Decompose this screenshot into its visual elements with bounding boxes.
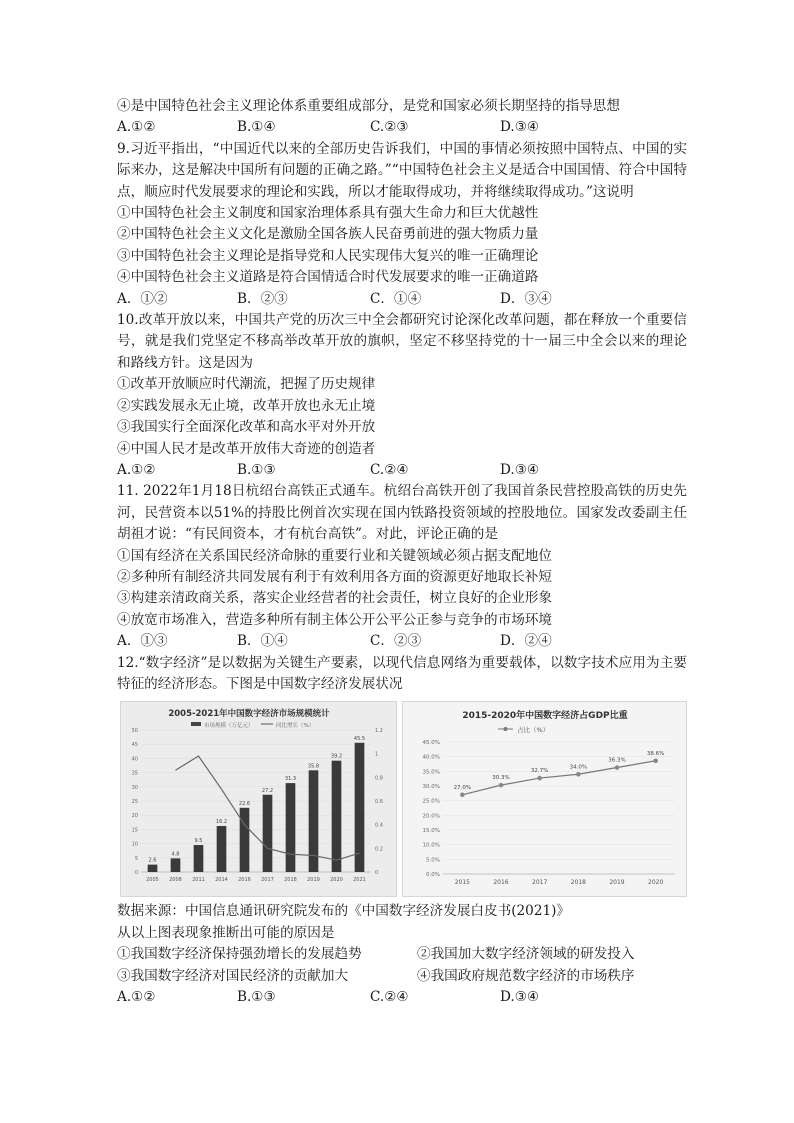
q9-stem: 9.习近平指出，“中国近代以来的全部历史告诉我们，中国的事情必须按照中国特点、中国的实际来办，这是解决中国所有问题的正确之路。”“中国特色社会主义是适合中国国情、符合中国特点，顺应时代发展要求的理论和实践，所以才能取得成功，并将继续取得成功。”这说明 xyxy=(117,140,687,200)
market-size-chart xyxy=(120,701,397,897)
q10-item-2: ②实践发展永无止境，改革开放也永无止境 xyxy=(117,397,376,414)
q11-option-c[interactable]: C．②③ xyxy=(370,633,422,650)
q10-stem: 10.改革开放以来，中国共产党的历次三中全会都研究讨论深化改革问题，都在释放一个重要信号，就是我们党坚定不移高举改革开放的旗帜，坚定不移坚持党的十一届三中全会以来的理论和路线方针。这是因为 xyxy=(117,312,687,371)
q12-item-2: ②我国加大数字经济领域的研发投入 xyxy=(417,946,635,963)
q11-option-a[interactable]: A．①③ xyxy=(117,633,168,650)
chart2-legend: 占比（%） xyxy=(517,726,550,735)
chart1-y-right-tick: 0.6 xyxy=(375,799,383,806)
chart2-point-label: 27.0% xyxy=(453,785,472,792)
q9-item-4: ④中国特色社会主义道路是符合国情适合时代发展要求的唯一正确道路 xyxy=(117,269,539,286)
q9-options xyxy=(117,289,687,310)
chart1-x-tick: 2017 xyxy=(261,877,274,884)
chart1-x-tick: 2019 xyxy=(307,877,320,884)
chart2-point xyxy=(576,772,581,777)
chart2-x-tick: 2016 xyxy=(493,879,509,887)
chart1-y-left-tick: 35 xyxy=(131,770,138,777)
chart1-bar-label: 35.8 xyxy=(307,763,320,770)
chart1-y-right-tick: 0.8 xyxy=(375,775,383,782)
chart2-y-tick: 20.0% xyxy=(422,813,440,820)
q10-options xyxy=(117,460,687,481)
chart1-bar xyxy=(217,826,227,872)
chart1-x-tick: 2011 xyxy=(192,877,205,884)
chart1-y-left-tick: 20 xyxy=(131,813,138,820)
chart2-x-tick: 2018 xyxy=(570,879,586,887)
q12-options xyxy=(117,987,687,1008)
chart2-y-tick: 35.0% xyxy=(422,769,440,776)
chart2-point-label: 38.6% xyxy=(646,751,665,758)
q11-option-d[interactable]: D．②④ xyxy=(500,633,552,650)
q10-option-b[interactable]: B.①③ xyxy=(237,461,276,478)
chart2-y-tick: 15.0% xyxy=(422,828,440,835)
q10-item-1: ①改革开放顺应时代潮流，把握了历史规律 xyxy=(117,376,376,393)
chart1-bar-label: 39.2 xyxy=(330,754,343,761)
chart2-x-tick: 2017 xyxy=(532,879,548,887)
chart1-y-left-tick: 50 xyxy=(131,728,138,735)
chart1-y-right-tick: 1 xyxy=(375,752,379,759)
chart1-x-tick: 2018 xyxy=(284,877,297,884)
chart1-y-left-tick: 10 xyxy=(131,841,138,848)
q9-item-1: ①中国特色社会主义制度和国家治理体系具有强大生命力和巨大优越性 xyxy=(117,205,539,222)
chart2-point xyxy=(653,759,658,764)
chart1-title: 2005-2021年中国数字经济市场规模统计 xyxy=(168,709,330,720)
chart1-bar xyxy=(332,761,342,872)
chart1-y-left-tick: 15 xyxy=(131,827,138,834)
chart2-point-label: 36.3% xyxy=(608,757,626,764)
chart2-y-tick: 0.0% xyxy=(426,872,440,879)
chart1-bar xyxy=(194,845,204,872)
q12-option-d[interactable]: D.③④ xyxy=(500,989,540,1005)
q12-option-a[interactable]: A.①② xyxy=(117,989,156,1005)
chart1-x-tick: 2021 xyxy=(353,877,366,884)
q12-item-4: ④我国政府规范数字经济的市场秩序 xyxy=(417,967,635,984)
q8-option-c[interactable]: C.②③ xyxy=(370,119,409,136)
q8-options xyxy=(117,117,687,138)
chart1-y-right-tick: 0.2 xyxy=(375,846,383,853)
q9-item-3: ③中国特色社会主义理论是指导党和人民实现伟大复兴的唯一正确理论 xyxy=(117,247,539,264)
chart1-x-tick: 2020 xyxy=(330,877,343,884)
chart1-bar-label: 31.3 xyxy=(284,776,297,783)
chart1-bar xyxy=(286,783,296,872)
q12-figure xyxy=(120,701,684,897)
chart1-y-left-tick: 0 xyxy=(134,870,138,877)
chart1-y-right-tick: 0 xyxy=(375,870,379,877)
chart2-point xyxy=(537,776,542,781)
q11-options xyxy=(117,631,687,652)
chart1-bar xyxy=(309,771,319,873)
q9-option-d[interactable]: D．③④ xyxy=(500,290,552,307)
chart1-y-right-tick: 0.4 xyxy=(375,823,383,830)
chart2-legend-marker xyxy=(504,727,508,731)
q10-item-3: ③我国实行全面深化改革和高水平对外开放 xyxy=(117,419,376,436)
q10-item-4: ④中国人民才是改革开放伟大奇迹的创造者 xyxy=(117,440,376,457)
chart2-point xyxy=(499,783,504,788)
market-size-chart-svg xyxy=(121,702,396,896)
exam-page xyxy=(117,96,687,1008)
q9-item-2: ②中国特色社会主义文化是激励全国各族人民奋勇前进的强大物质力量 xyxy=(117,226,539,243)
chart2-y-tick: 30.0% xyxy=(422,784,440,791)
chart1-bar xyxy=(240,808,250,872)
chart2-y-tick: 40.0% xyxy=(422,755,440,762)
chart1-bar-label: 45.5 xyxy=(353,736,366,743)
q12-question: 从以上图表现象推断出可能的原因是 xyxy=(117,924,335,941)
q12-item-1: ①我国数字经济保持强劲增长的发展趋势 xyxy=(117,946,362,963)
chart2-point-label: 32.7% xyxy=(530,768,549,775)
chart2-point xyxy=(460,793,465,798)
q10-option-c[interactable]: C.②④ xyxy=(370,461,409,478)
q12-stem: 12.“数字经济”是以数据为关键生产要素，以现代信息网络为重要载体，以数字技术应用为主要特征的经济形态。下图是中国数字经济发展状况 xyxy=(117,654,687,692)
q11-stem: 11. 2022年1月18日杭绍台高铁正式通车。杭绍台高铁开创了我国首条民营控股高铁的历史先河，民营资本以51%的持股比例首次实现在国内铁路投资领域的控股地位。国家发改委副主任胡祖才说：“有民间资本，才有杭台高铁”。对此，评论正确的是 xyxy=(117,483,687,543)
q9-option-c[interactable]: C．①④ xyxy=(370,290,422,307)
chart2-y-tick: 5.0% xyxy=(426,857,440,864)
chart1-y-left-tick: 5 xyxy=(134,856,138,863)
q10-option-d[interactable]: D.③④ xyxy=(500,461,540,478)
q8-option-d[interactable]: D.③④ xyxy=(500,119,540,136)
chart1-bar xyxy=(355,743,365,872)
chart1-y-left-tick: 25 xyxy=(131,799,138,806)
gdp-share-chart-svg xyxy=(403,702,686,896)
q12-option-b[interactable]: B.①③ xyxy=(237,989,276,1005)
q8-item-4: ④是中国特色社会主义理论体系重要组成部分，是党和国家必须长期坚持的指导思想 xyxy=(117,98,620,114)
q11-item-4: ④放宽市场准入，营造多种所有制主体公开公平公正参与竞争的市场环境 xyxy=(117,611,552,628)
chart1-bar-label: 4.8 xyxy=(171,851,180,858)
chart1-bar-label: 2.6 xyxy=(148,857,157,864)
chart2-x-tick: 2020 xyxy=(648,879,664,887)
chart1-bar xyxy=(263,795,273,872)
q8-option-a[interactable]: A.①② xyxy=(117,119,156,136)
chart2-title: 2015-2020年中国数字经济占GDP比重 xyxy=(462,711,628,722)
gdp-share-chart xyxy=(402,701,687,897)
chart1-legend-bar-swatch xyxy=(191,722,201,726)
chart1-bar-label: 9.5 xyxy=(194,838,203,845)
chart1-y-left-tick: 30 xyxy=(131,785,138,792)
chart1-legend-bar: 市场规模（万亿元） xyxy=(204,723,254,730)
q11-option-b[interactable]: B．①④ xyxy=(237,633,288,650)
chart1-x-tick: 2005 xyxy=(146,877,159,884)
q12-data-source: 数据来源：中国信息通讯研究院发布的《中国数字经济发展白皮书(2021)》 xyxy=(117,903,571,920)
chart1-x-tick: 2008 xyxy=(169,877,182,884)
q11-item-1: ①国有经济在关系国民经济命脉的重要行业和关键领域必须占据支配地位 xyxy=(117,547,552,564)
chart1-bar xyxy=(148,865,158,872)
q12-item-3: ③我国数字经济对国民经济的贡献加大 xyxy=(117,967,349,984)
chart1-bar-label: 22.6 xyxy=(238,801,251,808)
chart1-bar xyxy=(171,859,181,873)
chart2-x-tick: 2019 xyxy=(609,879,625,887)
chart1-x-tick: 2016 xyxy=(238,877,251,884)
chart2-point-label: 30.3% xyxy=(492,775,510,782)
chart1-legend-line: 同比增长（%） xyxy=(276,723,315,730)
chart1-y-right-tick: 1.2 xyxy=(375,728,383,735)
chart1-x-tick: 2014 xyxy=(215,877,228,884)
chart2-y-tick: 10.0% xyxy=(422,843,440,850)
chart2-point-label: 34.0% xyxy=(569,764,588,771)
q8-option-b[interactable]: B.①④ xyxy=(237,119,276,136)
chart2-x-tick: 2015 xyxy=(454,879,470,887)
chart1-y-left-tick: 40 xyxy=(131,756,138,763)
chart2-y-tick: 25.0% xyxy=(422,799,440,806)
q9-option-b[interactable]: B．②③ xyxy=(237,290,288,307)
q12-option-c[interactable]: C.②④ xyxy=(370,989,409,1005)
chart1-bar-label: 27.2 xyxy=(261,788,274,795)
q11-item-3: ③构建亲清政商关系，落实企业经营者的社会责任，树立良好的企业形象 xyxy=(117,590,552,607)
q12-items-row-2 xyxy=(117,966,687,987)
q12-items-row-1 xyxy=(117,944,687,965)
chart1-bar-label: 16.2 xyxy=(215,819,228,826)
chart1-y-left-tick: 45 xyxy=(131,742,138,749)
chart2-y-tick: 45.0% xyxy=(422,740,440,747)
chart2-point xyxy=(615,766,620,771)
q9-option-a[interactable]: A．①② xyxy=(117,290,168,307)
q11-item-2: ②多种所有制经济共同发展有利于有效利用各方面的资源更好地取长补短 xyxy=(117,568,552,585)
q10-option-a[interactable]: A.①② xyxy=(117,461,156,478)
